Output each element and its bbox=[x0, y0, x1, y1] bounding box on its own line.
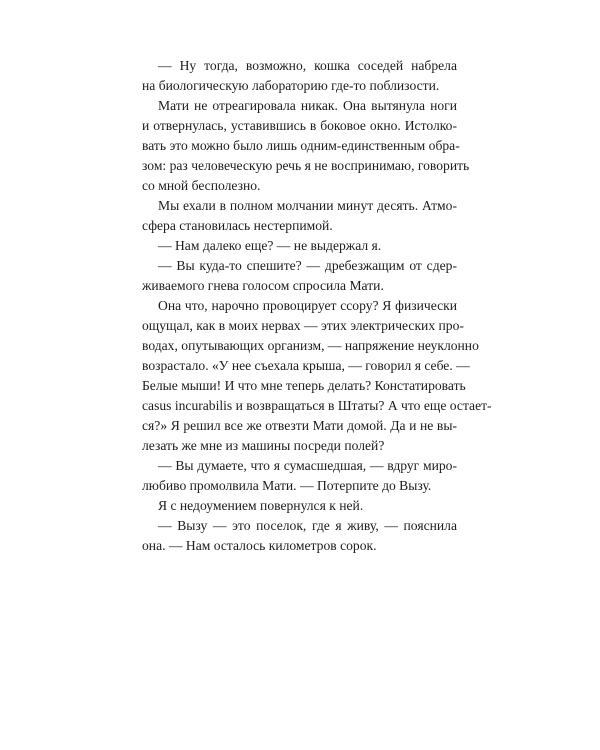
text-line: Мы ехали в полном молчании минут десять. Атмо- bbox=[158, 198, 457, 213]
text-line: лезать же мне из машины посреди полей? bbox=[142, 438, 385, 453]
text-line: ощущал, как в моих нервах — этих электрических про- bbox=[142, 318, 464, 333]
text-line: вать это можно было лишь одним-единственным обра- bbox=[142, 138, 460, 153]
text-line: casus incurabilis и возвращаться в Штаты? А что еще остает- bbox=[142, 398, 492, 413]
text-line: Я с недоумением повернулся к ней. bbox=[158, 498, 364, 513]
text-line: — Вы думаете, что я сумасшедшая, — вдруг миро- bbox=[158, 458, 457, 473]
book-page-text bbox=[142, 56, 492, 556]
text-line: — Нам далеко еще? — не выдержал я. bbox=[158, 238, 382, 253]
text-line: любиво промолвила Мати. — Потерпите до Вызу. bbox=[142, 478, 432, 493]
text-line: Белые мыши! И что мне теперь делать? Констатировать bbox=[142, 378, 466, 393]
text-line: Мати не отреагировала никак. Она вытянула ноги bbox=[158, 98, 457, 113]
text-line: — Ну тогда, возможно, кошка соседей набрела bbox=[158, 58, 457, 73]
text-line: живаемого гнева голосом спросила Мати. bbox=[142, 278, 384, 293]
text-line: и отвернулась, уставившись в боковое окно. Истолко- bbox=[142, 118, 457, 133]
text-line: зом: раз человеческую речь я не воспринимаю, говорить bbox=[142, 158, 470, 173]
text-line: сфера становилась нестерпимой. bbox=[142, 218, 333, 233]
text-line: Она что, нарочно провоцирует ссору? Я физически bbox=[158, 298, 457, 313]
text-line: возрастало. «У нее съехала крыша, — говорил я себе. — bbox=[142, 358, 470, 373]
text-line: ся?» Я решил все же отвезти Мати домой. Да и не вы- bbox=[142, 418, 457, 433]
text-line: со мной бесполезно. bbox=[142, 178, 261, 193]
text-line: водах, опутывающих организм, — напряжение неуклонно bbox=[142, 338, 479, 353]
text-line: — Вызу — это поселок, где я живу, — пояснила bbox=[158, 518, 457, 533]
text-line: на биологическую лабораторию где-то поблизости. bbox=[142, 78, 440, 93]
text-line: — Вы куда-то спешите? — дребезжащим от сдер- bbox=[158, 258, 457, 273]
text-line: она. — Нам осталось километров сорок. bbox=[142, 538, 377, 553]
